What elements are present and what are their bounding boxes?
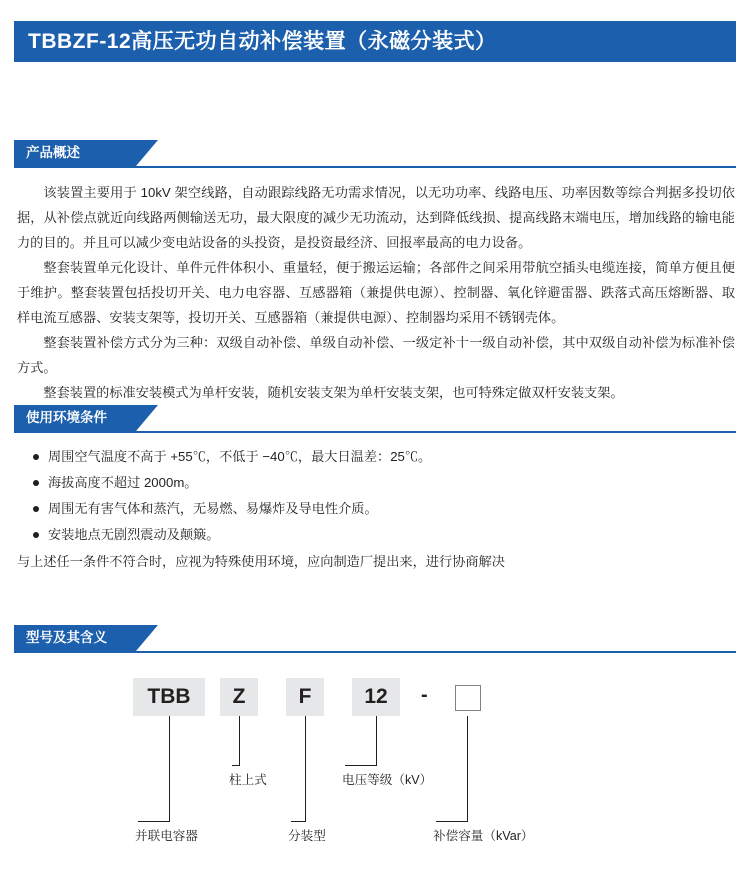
list-item-label: 周围空气温度不高于 +55℃，不低于 −40℃，最大日温差：25℃。 [48,449,432,464]
model-caption-f: 分装型 [288,829,326,843]
list-item-label: 海拔高度不超过 2000m。 [48,475,198,490]
leader-line-tbb [169,716,170,821]
leader-line-capacity [467,716,468,821]
model-segment-dash: - [421,684,428,706]
list-item [17,522,735,548]
leader-line-z [239,716,240,765]
bullet-dot-icon [33,532,39,538]
section-heading-band [14,140,136,166]
model-segment-capacity-box [455,685,481,711]
model-segment-12: 12 [352,678,400,716]
bullet-dot-icon [33,506,39,512]
leader-line-12-foot [345,765,377,766]
model-code-diagram [14,660,736,875]
leader-line-12 [376,716,377,765]
list-item [17,470,735,496]
section-heading-overview [14,140,136,166]
section-heading-model-code [14,625,136,651]
bullet-dot-icon [33,480,39,486]
section-heading-band [14,625,136,651]
section-heading-rule [14,651,736,653]
model-caption-z: 柱上式 [229,773,267,787]
list-item-label: 安装地点无剧烈震动及颠簸。 [48,527,220,542]
document-title-bar [14,21,736,62]
section-heading-tail [136,405,158,431]
overview-paragraph: 整套装置单元化设计、单件元件体积小、重量轻，便于搬运运输；各部件之间采用带航空插头电缆连接，简单方便且便于维护。整套装置包括投切开关、电力电容器、互感器箱（兼提供电源）、控制器、氧化锌避雷器、跌落式高压熔断器、取样电流互感器、安装支架等，投切开关、互感器箱（兼提供电源）、控制器均采用不锈钢壳体。 [17,260,735,325]
list-item [17,444,735,470]
model-segment-z: Z [220,678,258,716]
model-caption-tbb: 并联电容器 [135,829,198,843]
section-heading-tail [136,625,158,651]
overview-paragraph: 整套装置补偿方式分为三种：双级自动补偿、单级自动补偿、一级定补十一级自动补偿，其中双级自动补偿为标准补偿方式。 [17,335,735,375]
overview-paragraph: 该装置主要用于 10kV 架空线路，自动跟踪线路无功需求情况，以无功功率、线路电压、功率因数等综合判据多投切依据，从补偿点就近向线路两侧输送无功，最大限度的减少无功流动，达到降低线损、提高线路末端电压，增加线路的输电能力的目的。并且可以减少变电站设备的头投资，是投资最经济、回报率最高的电力设备。 [17,185,735,250]
overview-paragraph: 整套装置的标准安装模式为单杆安装，随机安装支架为单杆安装支架，也可特殊定做双杆安装支架。 [43,385,624,400]
list-item-label: 周围无有害气体和蒸汽，无易燃、易爆炸及导电性介质。 [48,501,378,516]
page-title: TBBZF-12高压无功自动补偿装置（永磁分装式） [28,30,497,53]
leader-line-f-foot [291,821,306,822]
bullet-dot-icon [33,454,39,460]
leader-line-tbb-foot [138,821,170,822]
leader-line-z-foot [232,765,240,766]
model-segment-tbb: TBB [133,678,205,716]
section-heading-tail [136,140,158,166]
section-heading-rule [14,166,736,168]
model-caption-12: 电压等级（kV） [342,773,433,787]
environment-conditions-list [17,444,735,575]
section-heading-label: 型号及其含义 [26,630,107,646]
list-item [17,496,735,522]
model-caption-capacity: 补偿容量（kVar） [433,829,534,843]
overview-paragraphs [17,180,735,405]
leader-line-capacity-foot [436,821,468,822]
section-heading-label: 使用环境条件 [26,410,107,426]
section-heading-rule [14,431,736,433]
leader-line-f [305,716,306,821]
section-heading-band [14,405,136,431]
section-heading-label: 产品概述 [26,145,80,161]
environment-note: 与上述任一条件不符合时，应视为特殊使用环境，应向制造厂提出来，进行协商解决 [17,554,505,569]
section-heading-environment [14,405,136,431]
model-segment-f: F [286,678,324,716]
